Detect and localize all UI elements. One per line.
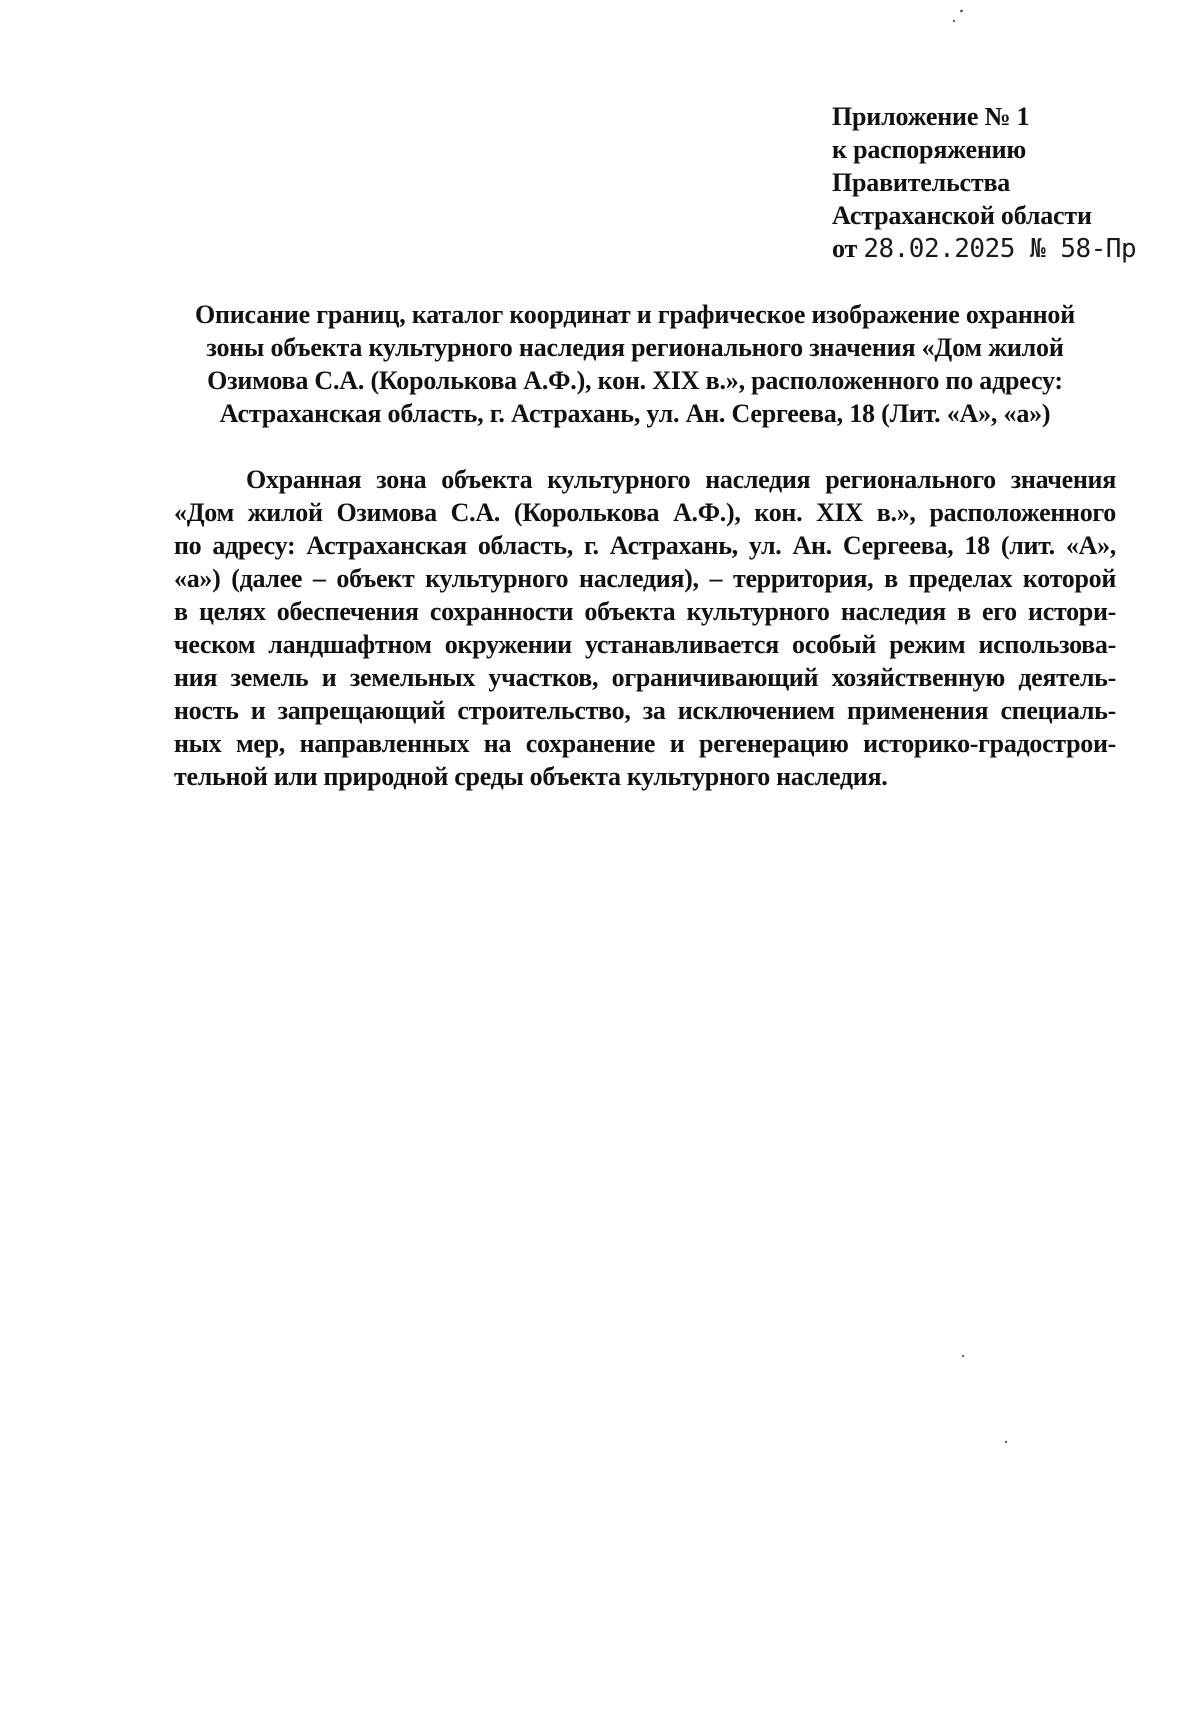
appendix-date-line <box>832 232 1172 266</box>
scan-speck <box>953 20 955 22</box>
title-line: Озимова С.А. (Королькова А.Ф.), кон. XIX в.», расположенного по адресу: <box>207 366 1063 395</box>
title-line: зоны объекта культурного наследия регионального значения «Дом жилой <box>206 333 1064 362</box>
scan-speck <box>1005 1441 1007 1443</box>
appendix-order-label: к распоряжению <box>832 135 1027 164</box>
appendix-number: Приложение № 1 <box>832 102 1030 131</box>
paragraph-line: «а») (далее – объект культурного наследия), – территория, в пределах которой <box>174 564 1116 593</box>
date-prefix: от <box>832 234 858 263</box>
paragraph-line: по адресу: Астраханская область, г. Астрахань, ул. Ан. Сергеева, 18 (лит. «А», <box>174 531 1116 560</box>
paragraph-line: ния земель и земельных участков, ограничивающий хозяйственную деятель- <box>174 663 1116 692</box>
paragraph-line: ческом ландшафтном окружении устанавливается особый режим использова- <box>174 630 1116 659</box>
paragraph-line: Охранная зона объекта культурного наследия регионального значения <box>246 465 1116 494</box>
scan-speck <box>962 1355 964 1357</box>
paragraph-line: в целях обеспечения сохранности объекта культурного наследия в его истори- <box>174 597 1116 626</box>
paragraph-line: ность и запрещающий строительство, за исключением применения специаль- <box>174 696 1116 725</box>
appendix-region-label: Астраханской области <box>832 201 1092 230</box>
paragraph-line: «Дом жилой Озимова С.А. (Королькова А.Ф.), кон. XIX в.», расположенного <box>174 498 1116 527</box>
document-title <box>150 298 1120 430</box>
body-paragraph <box>174 463 1116 793</box>
appendix-header <box>832 100 1172 266</box>
appendix-government-label: Правительства <box>832 168 1011 197</box>
scan-speck <box>960 9 964 12</box>
title-line: Астраханская область, г. Астрахань, ул. Ан. Сергеева, 18 (Лит. «А», «а») <box>219 399 1051 428</box>
title-line: Описание границ, каталог координат и графическое изображение охранной <box>194 300 1076 329</box>
paragraph-line: тельной или природной среды объекта культурного наследия. <box>174 762 888 791</box>
date-stamp: 28.02.2025 № 58-Пр <box>863 234 1137 264</box>
paragraph-line: ных мер, направленных на сохранение и регенерацию историко-градострои- <box>174 729 1116 758</box>
